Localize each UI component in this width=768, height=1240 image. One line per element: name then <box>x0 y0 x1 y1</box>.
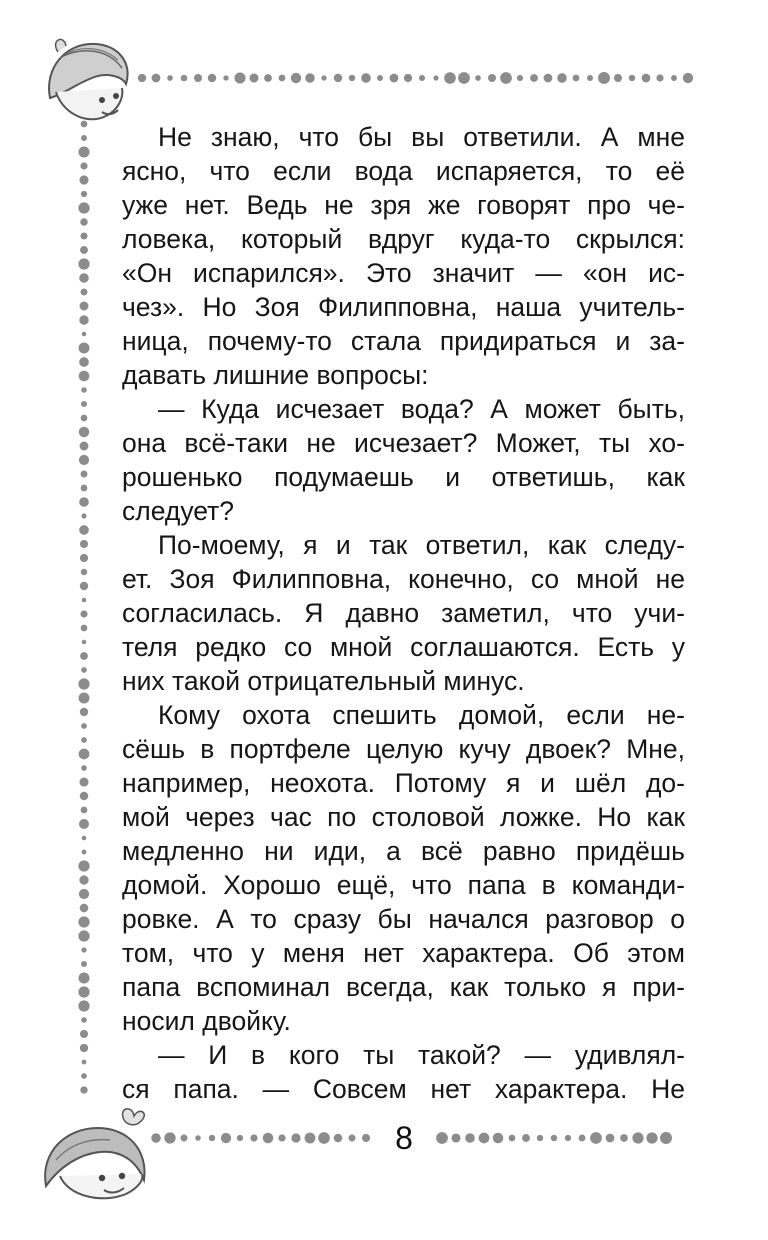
dot <box>250 1134 257 1141</box>
dot <box>620 1134 628 1142</box>
text-line: них такой отрицательный минус. <box>122 666 525 696</box>
dot <box>79 371 90 382</box>
dot <box>81 121 88 128</box>
dot <box>565 1135 571 1141</box>
dot <box>79 749 90 760</box>
dot <box>81 135 87 141</box>
dot <box>181 75 188 82</box>
dot <box>164 1132 175 1143</box>
dot <box>362 1134 370 1142</box>
dot <box>551 1135 557 1141</box>
dot <box>80 218 88 226</box>
girl-head-icon <box>36 28 136 128</box>
text-line: теля редко со мной соглашаются. Есть у <box>122 632 685 662</box>
dot <box>81 961 87 967</box>
text-line: ровке. А то сразу бы начался разговор о <box>122 904 685 934</box>
dot <box>465 1133 475 1143</box>
dot <box>305 73 315 83</box>
dot <box>321 75 326 80</box>
dot <box>80 610 87 617</box>
dot <box>530 74 538 82</box>
dot <box>493 1133 504 1144</box>
text-line: следует? <box>122 496 235 526</box>
dot <box>334 74 342 82</box>
dot <box>660 1132 672 1144</box>
dot <box>237 1135 243 1141</box>
dot <box>656 74 663 81</box>
dot <box>223 75 228 80</box>
dot <box>81 1017 87 1023</box>
dot <box>279 75 286 82</box>
dot <box>80 232 87 239</box>
text-line: домой. Хорошо ещё, что папа в команди- <box>122 870 685 900</box>
dot <box>79 889 89 899</box>
dot <box>318 1132 330 1144</box>
dot <box>479 1133 490 1144</box>
dot <box>377 75 383 81</box>
dot <box>79 343 90 354</box>
dot <box>475 75 481 81</box>
dot <box>82 598 87 603</box>
dot <box>81 1073 87 1079</box>
dot <box>81 569 87 575</box>
dot <box>82 836 87 841</box>
dot <box>181 1135 188 1142</box>
dot <box>606 1134 615 1143</box>
text-line: рошенько подумаешь и ответишь, как <box>122 462 685 492</box>
dot <box>82 850 87 855</box>
dot <box>79 525 89 535</box>
dot <box>419 75 425 81</box>
dot <box>349 75 356 82</box>
dot <box>80 708 88 716</box>
dot <box>629 75 635 81</box>
dot <box>80 554 88 562</box>
dot <box>488 74 496 82</box>
dot <box>78 972 89 983</box>
dot <box>78 930 89 941</box>
dot <box>138 74 146 82</box>
dot <box>573 75 580 82</box>
dot <box>433 75 438 80</box>
dot <box>334 1134 343 1143</box>
dot <box>557 73 567 83</box>
dot <box>264 74 272 82</box>
dot <box>80 1044 88 1052</box>
dot <box>151 1133 160 1142</box>
dot <box>79 777 88 786</box>
dot <box>81 947 86 952</box>
dot <box>82 1060 87 1065</box>
dot <box>598 72 610 84</box>
dot <box>234 72 245 83</box>
dot <box>82 640 87 645</box>
dot <box>78 202 89 213</box>
dot <box>209 1135 215 1141</box>
dot <box>444 72 456 84</box>
dot <box>79 315 88 324</box>
dot <box>291 73 301 83</box>
dot <box>78 986 89 997</box>
text-line: Не знаю, что бы вы ответили. А мне <box>158 122 685 152</box>
text-line: ет. Зоя Филипповна, конечно, со мной не <box>122 564 685 594</box>
dot <box>587 75 593 81</box>
dot <box>78 258 89 269</box>
text-line: ловека, который вдруг куда-то скрылся: <box>122 224 685 254</box>
dot <box>349 1135 356 1142</box>
dot <box>78 860 89 871</box>
dot <box>390 74 399 83</box>
dot <box>78 916 89 927</box>
dot <box>671 75 677 81</box>
dot <box>517 75 523 81</box>
dot <box>79 427 89 437</box>
text-line: например, неохота. Потому я и шёл до- <box>122 768 685 798</box>
dot <box>80 442 89 451</box>
text-line: медленно ни иди, а всё равно придёшь <box>122 836 685 866</box>
dot <box>79 175 88 184</box>
text-line: папа вспоминал всегда, как только я при- <box>122 972 685 1002</box>
dot <box>79 455 89 465</box>
dot <box>81 513 86 518</box>
dot <box>500 72 512 84</box>
dot <box>79 357 89 367</box>
dot <box>404 74 412 82</box>
dot <box>291 1133 300 1142</box>
dot <box>79 819 89 829</box>
text-line: — И в кого ты такой? — удивлял- <box>158 1040 685 1070</box>
dot <box>80 162 87 169</box>
dot <box>80 652 88 660</box>
bottom-dotted-border-left <box>150 1124 372 1152</box>
dot <box>642 74 651 83</box>
dot <box>451 1133 460 1142</box>
text-line: По-моему, я и так ответил, как следу- <box>158 530 685 560</box>
text-line: том, что у меня нет характера. Об этом <box>122 938 685 968</box>
text-line: сёшь в портфеле целую кучу двоек? Мне, <box>122 734 685 764</box>
dot <box>78 678 89 689</box>
dot <box>80 540 88 548</box>
dot <box>305 1133 316 1144</box>
dot <box>361 73 371 83</box>
dot <box>81 807 88 814</box>
text-line: уже нет. Ведь не зря же говорят про че- <box>122 190 685 220</box>
dot <box>208 74 216 82</box>
dot <box>82 332 87 337</box>
dot <box>79 693 90 704</box>
body-text <box>122 120 685 1106</box>
dot <box>80 792 88 800</box>
dot <box>221 1133 231 1143</box>
dot <box>81 387 87 393</box>
text-line: она всё-таки не исчезает? Может, ты хо- <box>122 428 685 458</box>
top-dotted-border <box>136 66 696 90</box>
dot <box>80 302 89 311</box>
dot <box>81 191 87 197</box>
dot <box>78 1000 89 1011</box>
dot <box>81 625 88 632</box>
text-line: «Он испарился». Это значит — «он ис- <box>122 258 685 288</box>
dot <box>81 667 87 673</box>
dot <box>79 497 89 507</box>
dot <box>194 74 202 82</box>
dot <box>81 765 87 771</box>
dot <box>683 73 693 83</box>
dot <box>278 1134 285 1141</box>
text-line: согласилась. Я давно заметил, что учи- <box>122 598 685 628</box>
dot <box>81 723 87 729</box>
dot <box>544 74 553 83</box>
dot <box>79 875 88 884</box>
dot <box>249 73 258 82</box>
text-line: — Куда исчезает вода? А может быть, <box>158 394 685 424</box>
text-line: носил двойку. <box>122 1006 291 1036</box>
dot <box>80 1086 87 1093</box>
dot <box>81 471 88 478</box>
dot <box>436 1132 448 1144</box>
text-line: давать лишние вопросы: <box>122 360 429 390</box>
dot <box>152 74 161 83</box>
dot <box>78 146 89 157</box>
dot <box>79 273 89 283</box>
text-line: мой через час по столовой ложке. Но как <box>122 802 685 832</box>
dot <box>509 1135 516 1142</box>
text-line: ница, почему-то стала придираться и за- <box>122 326 685 356</box>
dot <box>195 1135 201 1141</box>
dot <box>81 401 87 407</box>
page-number: 8 <box>395 1120 413 1156</box>
text-line: чез». Но Зоя Филипповна, наша учитель- <box>122 292 685 322</box>
dot <box>590 1132 602 1144</box>
text-line: ясно, что если вода испаряется, то её <box>122 156 685 186</box>
dot <box>458 72 470 84</box>
dot <box>81 289 88 296</box>
dot <box>522 1134 530 1142</box>
dot <box>80 904 89 913</box>
dot <box>537 1135 543 1141</box>
text-line: ся папа. — Совсем нет характера. Не <box>122 1074 685 1104</box>
dot <box>81 485 88 492</box>
dot <box>263 1133 274 1144</box>
dot <box>81 737 87 743</box>
dot <box>646 1132 657 1143</box>
dot <box>579 1135 586 1142</box>
dot <box>81 415 88 422</box>
text-line: Кому охота спешить домой, если не- <box>158 700 685 730</box>
dot <box>632 1132 643 1143</box>
dot <box>80 1030 88 1038</box>
dot <box>167 75 173 81</box>
dot <box>80 582 88 590</box>
dot <box>614 74 622 82</box>
bottom-dotted-border-right <box>436 1124 682 1152</box>
dot <box>80 246 88 254</box>
side-dotted-border <box>68 118 100 1098</box>
girl-head-icon <box>40 1100 150 1200</box>
